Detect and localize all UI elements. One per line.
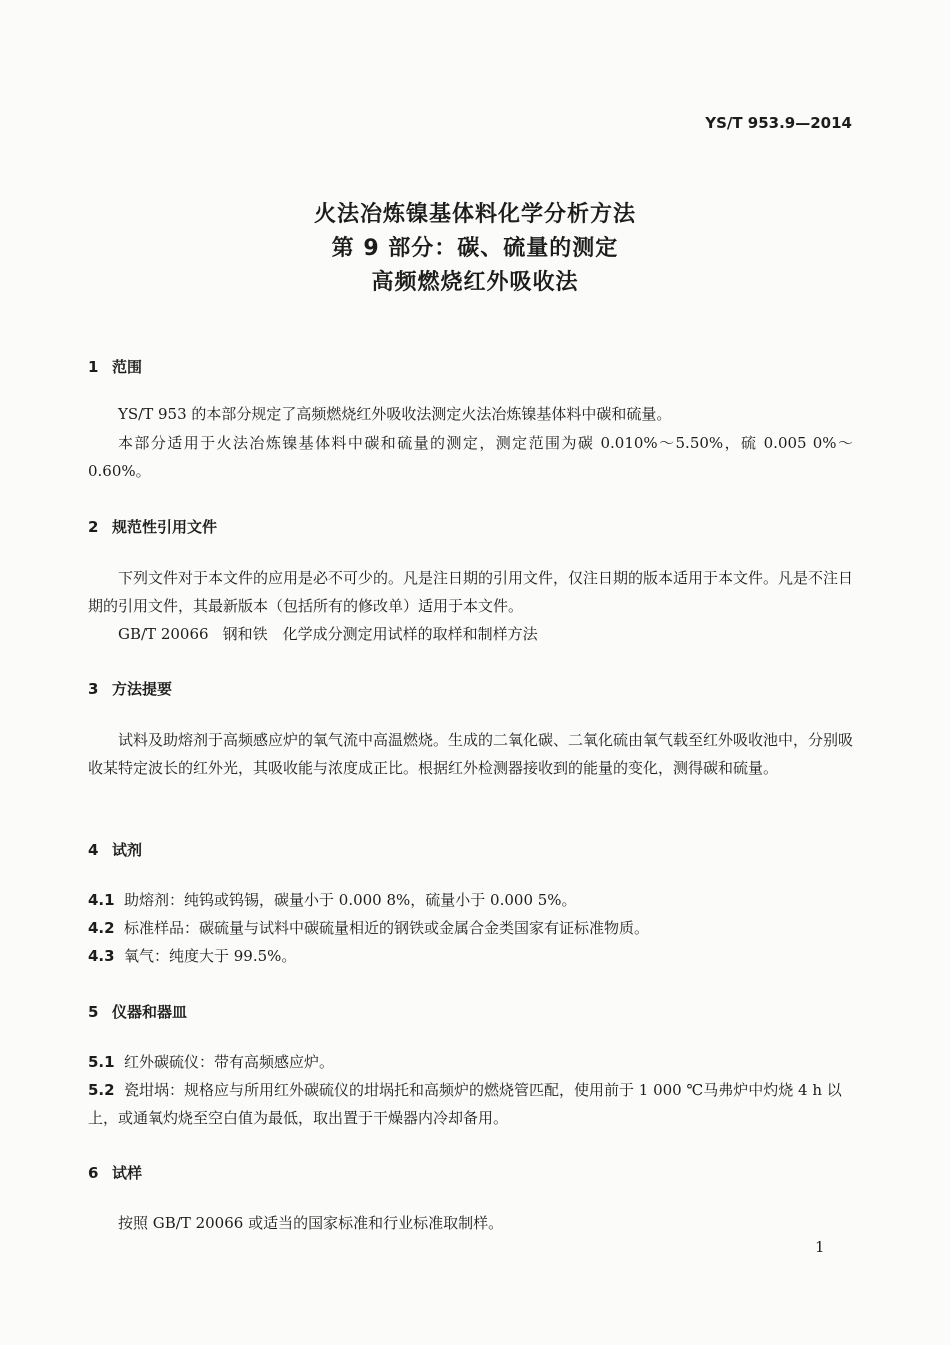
section-number: 5 <box>88 1003 99 1021</box>
section-3-heading <box>88 678 172 699</box>
item-number: 4.1 <box>88 891 115 909</box>
section-3-paragraph-1: 试料及助熔剂于高频感应炉的氧气流中高温燃烧。生成的二氧化碳、二氧化硫由氧气载至红外吸收池中，分别吸收某特定波长的红外光，其吸收能与浓度成正比。根据红外检测器接收到的能量的变化，测得碳和硫量。 <box>88 731 854 777</box>
section-number: 3 <box>88 680 99 698</box>
title-line-3: 高频燃烧红外吸收法 <box>371 270 579 295</box>
reagent-item <box>88 886 853 914</box>
reference-code: GB/T 20066 <box>118 625 209 643</box>
apparatus-item <box>88 1076 853 1132</box>
item-number: 4.2 <box>88 919 115 937</box>
section-1-heading <box>88 356 142 377</box>
section-1-paragraph-2: 本部分适用于火法冶炼镍基体料中碳和硫量的测定，测定范围为碳 0.010%～5.50%，硫 0.005 0%～0.60%。 <box>88 434 853 480</box>
reagent-item <box>88 914 853 942</box>
document-title <box>0 198 950 300</box>
section-5-heading <box>88 1001 187 1022</box>
item-number: 5.1 <box>88 1053 115 1071</box>
section-2-heading <box>88 516 217 537</box>
section-title: 范围 <box>112 358 143 376</box>
title-line-1: 火法冶炼镍基体料化学分析方法 <box>313 202 636 227</box>
section-title: 规范性引用文件 <box>112 518 218 536</box>
item-text: 氧气：纯度大于 99.5%。 <box>124 947 297 965</box>
section-2-paragraph-1: 下列文件对于本文件的应用是必不可少的。凡是注日期的引用文件，仅注日期的版本适用于本文件。凡是不注日期的引用文件，其最新版本（包括所有的修改单）适用于本文件。 <box>88 569 854 615</box>
reagent-item <box>88 942 853 970</box>
section-title: 方法提要 <box>112 680 173 698</box>
item-text: 瓷坩埚：规格应与所用红外碳硫仪的坩埚托和高频炉的燃烧管匹配，使用前于 1 000 ℃马弗炉中灼烧 4 h 以上，或通氧灼烧至空白值为最低，取出置于干燥器内冷却备用。 <box>88 1081 842 1127</box>
section-number: 1 <box>88 358 99 376</box>
standard-code: YS/T 953.9—2014 <box>705 114 852 132</box>
section-6-heading <box>88 1162 142 1183</box>
item-text: 助熔剂：纯钨或钨锡，碳量小于 0.000 8%，硫量小于 0.000 5%。 <box>124 891 577 909</box>
section-number: 2 <box>88 518 99 536</box>
title-line-2: 第 9 部分：碳、硫量的测定 <box>331 236 619 261</box>
section-1-paragraph-1: YS/T 953 的本部分规定了高频燃烧红外吸收法测定火法冶炼镍基体料中碳和硫量。 <box>118 405 672 423</box>
section-number: 6 <box>88 1164 99 1182</box>
section-number: 4 <box>88 841 99 859</box>
section-4-heading <box>88 839 142 860</box>
normative-reference <box>118 620 552 648</box>
reference-title: 钢和铁 化学成分测定用试样的取样和制样方法 <box>222 625 538 643</box>
section-6-paragraph-1: 按照 GB/T 20066 或适当的国家标准和行业标准取制样。 <box>118 1214 504 1232</box>
item-text: 标准样品：碳硫量与试料中碳硫量相近的钢铁或金属合金类国家有证标准物质。 <box>124 919 650 937</box>
section-title: 试样 <box>112 1164 143 1182</box>
item-number: 4.3 <box>88 947 115 965</box>
page-number: 1 <box>815 1238 825 1256</box>
apparatus-item <box>88 1048 853 1076</box>
section-title: 仪器和器皿 <box>112 1003 188 1021</box>
section-title: 试剂 <box>112 841 143 859</box>
item-text: 红外碳硫仪：带有高频感应炉。 <box>124 1053 335 1071</box>
item-number: 5.2 <box>88 1081 115 1099</box>
